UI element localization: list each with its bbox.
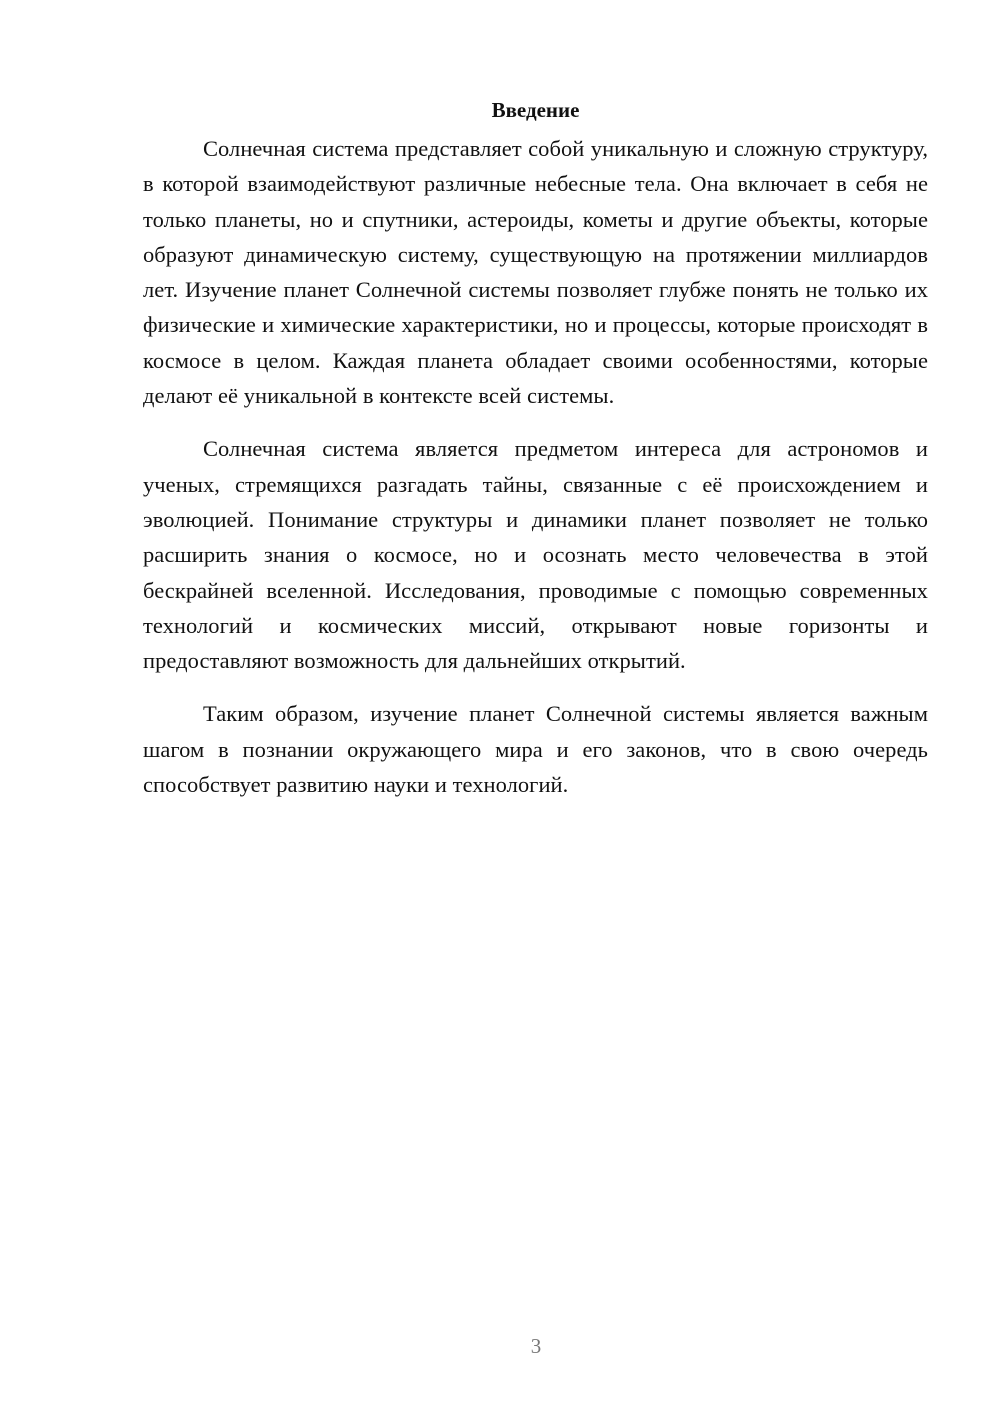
paragraph-2: Солнечная система является предметом интереса для астрономов и ученых, стремящихся разгадать тайны, связанные с её происхождением и эволюцией. Понимание структуры и динамики планет позволяет не только расширить знания о космосе, но и осознать место человечества в этой бескрайней вселенной. Исследования, проводимые с помощью современных технологий и космических миссий, открывают новые горизонты и предоставляют возможность для дальнейших открытий. xyxy=(143,436,928,674)
paragraph-3: Таким образом, изучение планет Солнечной системы является важным шагом в познании окружающего мира и его законов, что в свою очередь способствует развитию науки и технологий. xyxy=(143,701,928,798)
paragraph-1: Солнечная система представляет собой уникальную и сложную структуру, в которой взаимодействуют различные небесные тела. Она включает в себя не только планеты, но и спутники, астероиды, кометы и другие объекты, которые образуют динамическую систему, существующую на протяжении миллиардов лет. Изучение планет Солнечной системы позволяет глубже понять не только их физические и химические характеристики, но и процессы, которые происходят в космосе в целом. Каждая планета обладает своими особенностями, которые делают её уникальной в контексте всей системы. xyxy=(143,136,928,409)
section-title: Введение xyxy=(491,98,580,122)
page-content xyxy=(143,94,928,802)
page-number: 3 xyxy=(530,1334,542,1358)
